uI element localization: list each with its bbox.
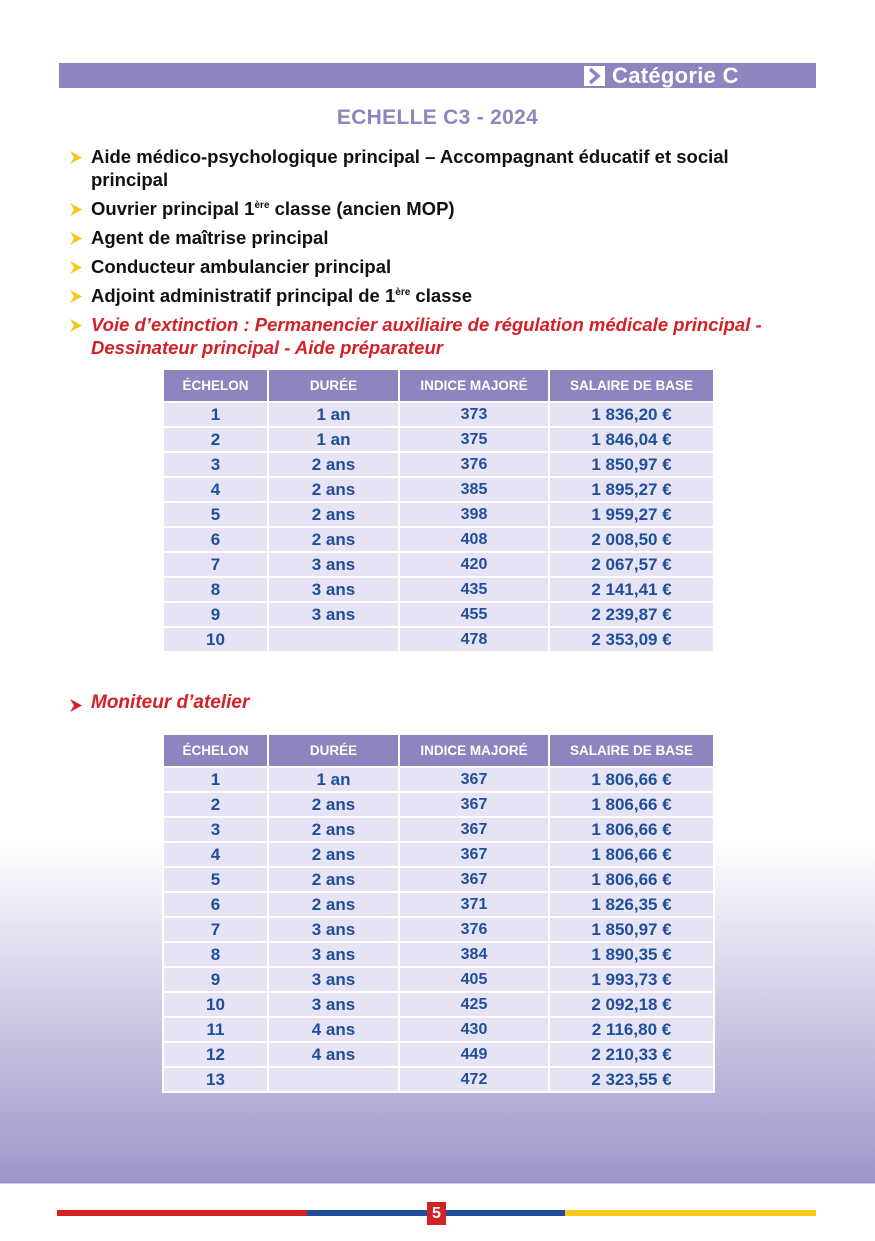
cell-indice: 373: [399, 402, 549, 427]
cell-indice: 367: [399, 867, 549, 892]
list-item: [70, 255, 810, 278]
cell-salaire: 1 846,04 €: [549, 427, 714, 452]
cell-duree: 2 ans: [268, 867, 399, 892]
list-item-extinction: [70, 313, 810, 359]
cell-duree: 1 an: [268, 767, 399, 792]
section-title: Moniteur d’atelier: [91, 692, 250, 713]
header-duree: DURÉE: [268, 369, 399, 402]
page-title: ECHELLE C3 - 2024: [336, 106, 539, 129]
header-duree: DURÉE: [268, 734, 399, 767]
cell-echelon: 12: [163, 1042, 268, 1067]
header-indice: INDICE MAJORÉ: [399, 369, 549, 402]
cell-duree: 3 ans: [268, 552, 399, 577]
cell-duree: 3 ans: [268, 967, 399, 992]
cell-duree: 3 ans: [268, 992, 399, 1017]
cell-duree: 2 ans: [268, 892, 399, 917]
superscript: ère: [395, 287, 411, 298]
cell-indice: 435: [399, 577, 549, 602]
table-row: [163, 502, 714, 527]
cell-salaire: 1 806,66 €: [549, 767, 714, 792]
list-item: [70, 226, 810, 249]
cell-echelon: 3: [163, 452, 268, 477]
table-row: [163, 892, 714, 917]
arrow-bullet-icon: [70, 232, 82, 245]
cell-duree: 3 ans: [268, 602, 399, 627]
cell-echelon: 7: [163, 552, 268, 577]
table-header-row: [163, 734, 714, 767]
cell-duree: 1 an: [268, 402, 399, 427]
cell-duree: 2 ans: [268, 842, 399, 867]
cell-duree: 2 ans: [268, 817, 399, 842]
cell-salaire: 2 353,09 €: [549, 627, 714, 652]
cell-indice: 375: [399, 427, 549, 452]
category-label: Catégorie C: [612, 63, 739, 88]
cell-duree: 2 ans: [268, 477, 399, 502]
arrow-bullet-icon: [70, 261, 82, 274]
cell-echelon: 13: [163, 1067, 268, 1092]
table-row: [163, 942, 714, 967]
cell-echelon: 5: [163, 502, 268, 527]
cell-indice: 367: [399, 817, 549, 842]
cell-indice: 371: [399, 892, 549, 917]
table-row: [163, 767, 714, 792]
cell-indice: 376: [399, 452, 549, 477]
table-row: [163, 1017, 714, 1042]
cell-salaire: 2 092,18 €: [549, 992, 714, 1017]
list-item-text: Aide médico-psychologique principal – Accompagnant éducatif et social principal: [91, 146, 729, 190]
arrow-bullet-icon: [70, 319, 82, 332]
cell-indice: 420: [399, 552, 549, 577]
chevron-right-icon: [584, 66, 605, 86]
cell-salaire: 1 850,97 €: [549, 452, 714, 477]
table-row: [163, 627, 714, 652]
table-row: [163, 1042, 714, 1067]
cell-salaire: 1 806,66 €: [549, 867, 714, 892]
cell-salaire: 1 836,20 €: [549, 402, 714, 427]
cell-echelon: 2: [163, 792, 268, 817]
table-row: [163, 992, 714, 1017]
list-item-text: classe: [410, 285, 473, 306]
cell-indice: 398: [399, 502, 549, 527]
list-item: [70, 284, 810, 307]
cell-indice: 367: [399, 767, 549, 792]
cell-duree: 2 ans: [268, 502, 399, 527]
arrow-bullet-icon: [70, 151, 82, 164]
list-item-text: classe (ancien MOP): [269, 198, 455, 219]
cell-indice: 472: [399, 1067, 549, 1092]
page-number: 5: [427, 1202, 446, 1225]
list-item-text: Agent de maîtrise principal: [91, 227, 329, 248]
cell-echelon: 11: [163, 1017, 268, 1042]
cell-duree: 2 ans: [268, 527, 399, 552]
cell-indice: 405: [399, 967, 549, 992]
cell-indice: 425: [399, 992, 549, 1017]
cell-duree: [268, 1067, 399, 1092]
header-salaire: SALAIRE DE BASE: [549, 734, 714, 767]
cell-salaire: 1 850,97 €: [549, 917, 714, 942]
cell-echelon: 5: [163, 867, 268, 892]
cell-duree: 1 an: [268, 427, 399, 452]
cell-indice: 376: [399, 917, 549, 942]
cell-indice: 455: [399, 602, 549, 627]
cell-duree: 4 ans: [268, 1042, 399, 1067]
cell-duree: 3 ans: [268, 942, 399, 967]
list-item-text: Voie d’extinction : Permanencier auxiliaire de régulation médicale principal - Dessinateur principal - Aide préparateur: [91, 314, 762, 358]
cell-salaire: 2 008,50 €: [549, 527, 714, 552]
cell-echelon: 2: [163, 427, 268, 452]
cell-indice: 367: [399, 842, 549, 867]
cell-echelon: 8: [163, 577, 268, 602]
salary-table-c3: [162, 368, 715, 653]
cell-echelon: 10: [163, 992, 268, 1017]
arrow-bullet-icon: [70, 290, 82, 303]
arrow-bullet-icon: [70, 699, 82, 712]
footer-line-yellow: [565, 1210, 816, 1216]
cell-echelon: 4: [163, 842, 268, 867]
cell-indice: 408: [399, 527, 549, 552]
table-row: [163, 577, 714, 602]
table-row: [163, 917, 714, 942]
cell-duree: 4 ans: [268, 1017, 399, 1042]
table-row: [163, 527, 714, 552]
section-moniteur: [70, 692, 249, 714]
salary-table-moniteur: [162, 733, 715, 1093]
cell-indice: 385: [399, 477, 549, 502]
table-row: [163, 477, 714, 502]
table-row: [163, 552, 714, 577]
cell-salaire: 1 826,35 €: [549, 892, 714, 917]
superscript: ère: [254, 200, 270, 211]
cell-salaire: 2 116,80 €: [549, 1017, 714, 1042]
cell-indice: 449: [399, 1042, 549, 1067]
cell-echelon: 9: [163, 602, 268, 627]
cell-salaire: 1 993,73 €: [549, 967, 714, 992]
cell-echelon: 1: [163, 402, 268, 427]
table-row: [163, 452, 714, 477]
cell-duree: 2 ans: [268, 792, 399, 817]
table-row: [163, 967, 714, 992]
cell-echelon: 4: [163, 477, 268, 502]
list-item-text: Conducteur ambulancier principal: [91, 256, 392, 277]
table-row: [163, 427, 714, 452]
cell-indice: 478: [399, 627, 549, 652]
header-echelon: ÉCHELON: [163, 734, 268, 767]
cell-echelon: 6: [163, 892, 268, 917]
cell-salaire: 1 806,66 €: [549, 792, 714, 817]
list-item-text: Ouvrier principal 1: [91, 198, 255, 219]
cell-echelon: 6: [163, 527, 268, 552]
cell-echelon: 7: [163, 917, 268, 942]
cell-duree: 3 ans: [268, 917, 399, 942]
cell-duree: 3 ans: [268, 577, 399, 602]
cell-echelon: 3: [163, 817, 268, 842]
cell-echelon: 1: [163, 767, 268, 792]
footer-line-red: [57, 1210, 307, 1216]
cell-salaire: 2 141,41 €: [549, 577, 714, 602]
cell-salaire: 2 210,33 €: [549, 1042, 714, 1067]
arrow-bullet-icon: [70, 203, 82, 216]
cell-duree: 2 ans: [268, 452, 399, 477]
cell-salaire: 2 067,57 €: [549, 552, 714, 577]
cell-echelon: 9: [163, 967, 268, 992]
table-row: [163, 817, 714, 842]
cell-salaire: 1 895,27 €: [549, 477, 714, 502]
cell-echelon: 8: [163, 942, 268, 967]
header-indice: INDICE MAJORÉ: [399, 734, 549, 767]
cell-salaire: 1 806,66 €: [549, 842, 714, 867]
list-item-text: Adjoint administratif principal de 1: [91, 285, 396, 306]
cell-salaire: 1 890,35 €: [549, 942, 714, 967]
table-row: [163, 602, 714, 627]
cell-salaire: 1 959,27 €: [549, 502, 714, 527]
job-list: [70, 145, 810, 365]
list-item: [70, 197, 810, 220]
list-item: [70, 145, 810, 191]
cell-indice: 384: [399, 942, 549, 967]
cell-indice: 367: [399, 792, 549, 817]
cell-echelon: 10: [163, 627, 268, 652]
table-header-row: [163, 369, 714, 402]
cell-salaire: 2 323,55 €: [549, 1067, 714, 1092]
table-row: [163, 1067, 714, 1092]
table-row: [163, 842, 714, 867]
header-salaire: SALAIRE DE BASE: [549, 369, 714, 402]
table-row: [163, 867, 714, 892]
cell-duree: [268, 627, 399, 652]
header-echelon: ÉCHELON: [163, 369, 268, 402]
table-row: [163, 402, 714, 427]
cell-indice: 430: [399, 1017, 549, 1042]
cell-salaire: 2 239,87 €: [549, 602, 714, 627]
table-row: [163, 792, 714, 817]
cell-salaire: 1 806,66 €: [549, 817, 714, 842]
